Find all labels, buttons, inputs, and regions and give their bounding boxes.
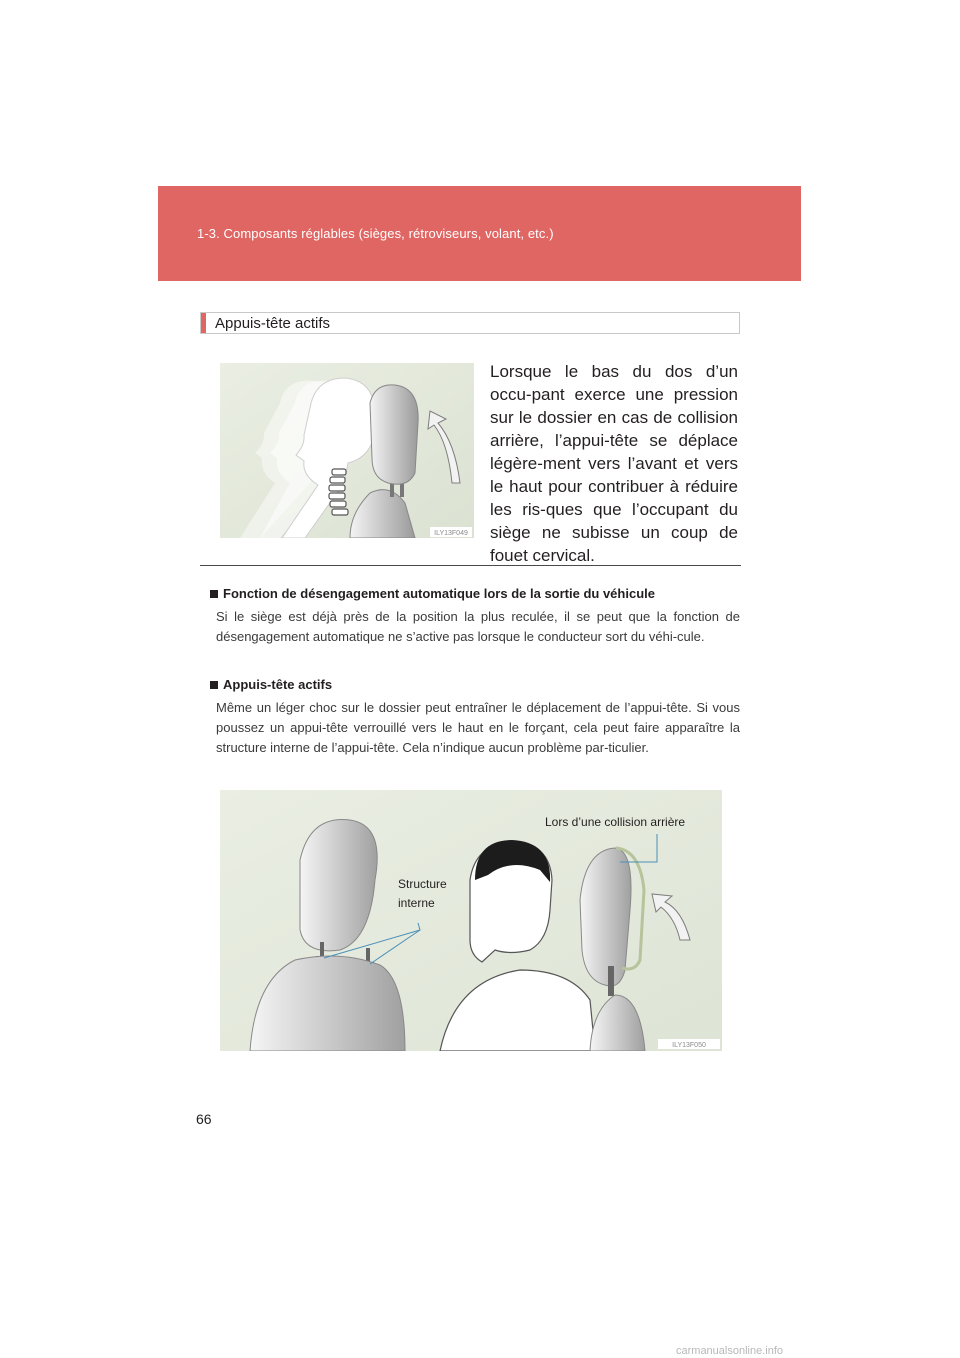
note-active-headrests: [210, 677, 740, 758]
section-title: Appuis-tête actifs: [215, 315, 331, 332]
label-rear-collision: Lors d’une collision arrière: [545, 815, 686, 829]
figure2-code: ILY13F050: [672, 1042, 706, 1049]
note-body: Même un léger choc sur le dossier peut entraîner le déplacement de l’appui-tête. Si vous poussez un appui-tête verrouillé vers le haut en le forçant, cela peut faire apparaître la structure interne de l’appui-tête. Cela n’indique aucun problème par-ticulier.: [216, 700, 740, 755]
page-number: 66: [196, 1111, 212, 1127]
label-internal-structure: Structure interne: [398, 877, 447, 910]
note-auto-disengage: [210, 586, 740, 647]
note-title: Fonction de désengagement automatique lors de la sortie du véhicule: [223, 586, 655, 601]
note-bullet-icon: [210, 681, 218, 689]
active-headrest-figure: [220, 363, 474, 538]
section-divider: [200, 565, 741, 566]
note-bullet-icon: [210, 590, 218, 598]
section-title-box: [200, 312, 740, 334]
chapter-header-title: 1-3. Composants réglables (sièges, rétroviseurs, volant, etc.): [197, 226, 554, 241]
watermark: carmanualsonline.info: [676, 1345, 784, 1357]
section-title-accent: [201, 313, 206, 333]
note-body: Si le siège est déjà près de la position la plus reculée, il se peut que la fonction de désengagement automatique ne s’active pas lorsque le conducteur sort du véhi-cule.: [216, 609, 740, 644]
intro-paragraph: Lorsque le bas du dos d’un occu-pant exerce une pression sur le dossier en cas de collision arrière, l’appui-tête se déplace légère-ment vers l’avant et vers le haut pour contribuer à réduire les ris-ques que l’occupant du siège ne subisse un coup de fouet cervical.: [490, 362, 738, 565]
figure1-code: ILY13F049: [434, 530, 468, 537]
note-title: Appuis-tête actifs: [223, 677, 333, 692]
